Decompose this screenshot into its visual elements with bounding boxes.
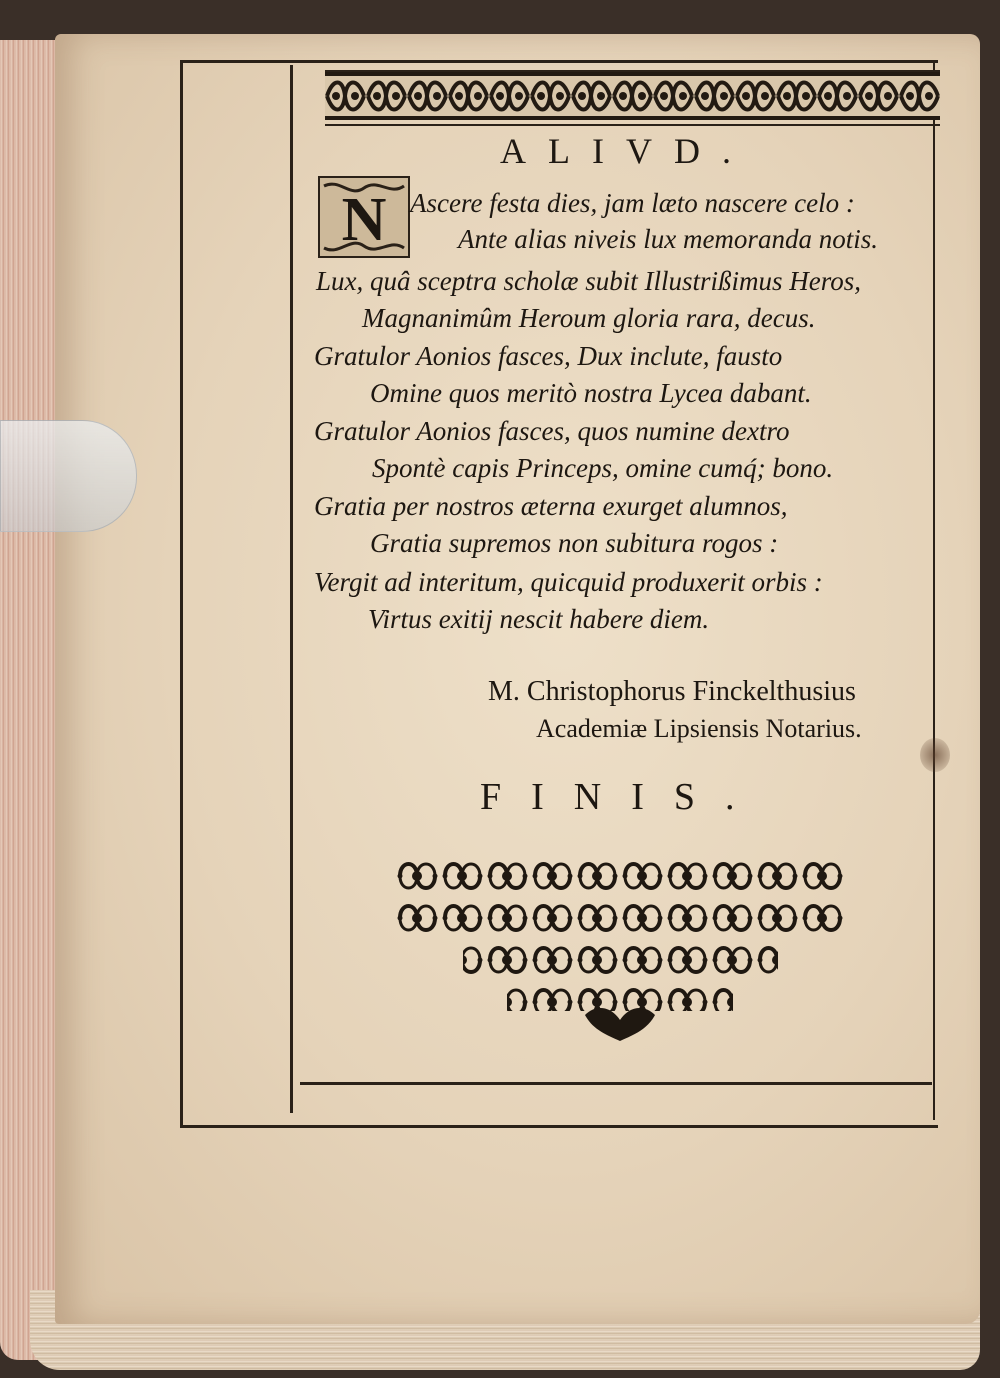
signature-name: M. Christophorus Finckelthusius: [488, 676, 856, 707]
poem-line: Virtus exitij nescit habere diem.: [368, 604, 710, 634]
poem-line: Gratia supremos non subitura rogos :: [370, 528, 779, 558]
ink-stain: [920, 738, 950, 772]
poem-line: Gratia per nostros æterna exurget alumnos,: [314, 491, 788, 521]
poem-line: Ascere festa dies, jam læto nascere celo :: [410, 188, 855, 218]
poem-line: Magnanimûm Heroum gloria rara, decus.: [362, 303, 816, 333]
page-frame-inner-rule: [290, 65, 293, 1113]
headpiece-ornament: [325, 70, 940, 126]
poem-line: Lux, quâ sceptra scholæ subit Illustrißimus Heros,: [316, 266, 862, 296]
page-frame-right-rule: [933, 60, 935, 1120]
poem-line: Ante alias niveis lux memoranda notis.: [458, 224, 878, 254]
poem-line: Gratulor Aonios fasces, quos numine dextro: [314, 416, 790, 446]
bookmark-strip: [0, 420, 137, 532]
tailpiece-ornament: [395, 855, 845, 1049]
page-frame-bottom-rule: [300, 1082, 932, 1085]
initial-letter: N: [341, 186, 387, 254]
book-page-edges: [0, 40, 60, 1360]
decorated-initial: [318, 176, 410, 258]
poem-line: Spontè capis Princeps, omine cumq́; bono.: [372, 453, 834, 483]
page-heading: ALIVD.: [500, 131, 753, 171]
signature-title: Academiæ Lipsiensis Notarius.: [536, 714, 862, 743]
finis-text: FINIS.: [480, 776, 765, 818]
poem-line: Vergit ad interitum, quicquid produxerit orbis :: [314, 567, 823, 597]
poem-line: Omine quos meritò nostra Lycea dabant.: [370, 378, 812, 408]
poem-line: Gratulor Aonios fasces, Dux inclute, fausto: [314, 341, 783, 371]
